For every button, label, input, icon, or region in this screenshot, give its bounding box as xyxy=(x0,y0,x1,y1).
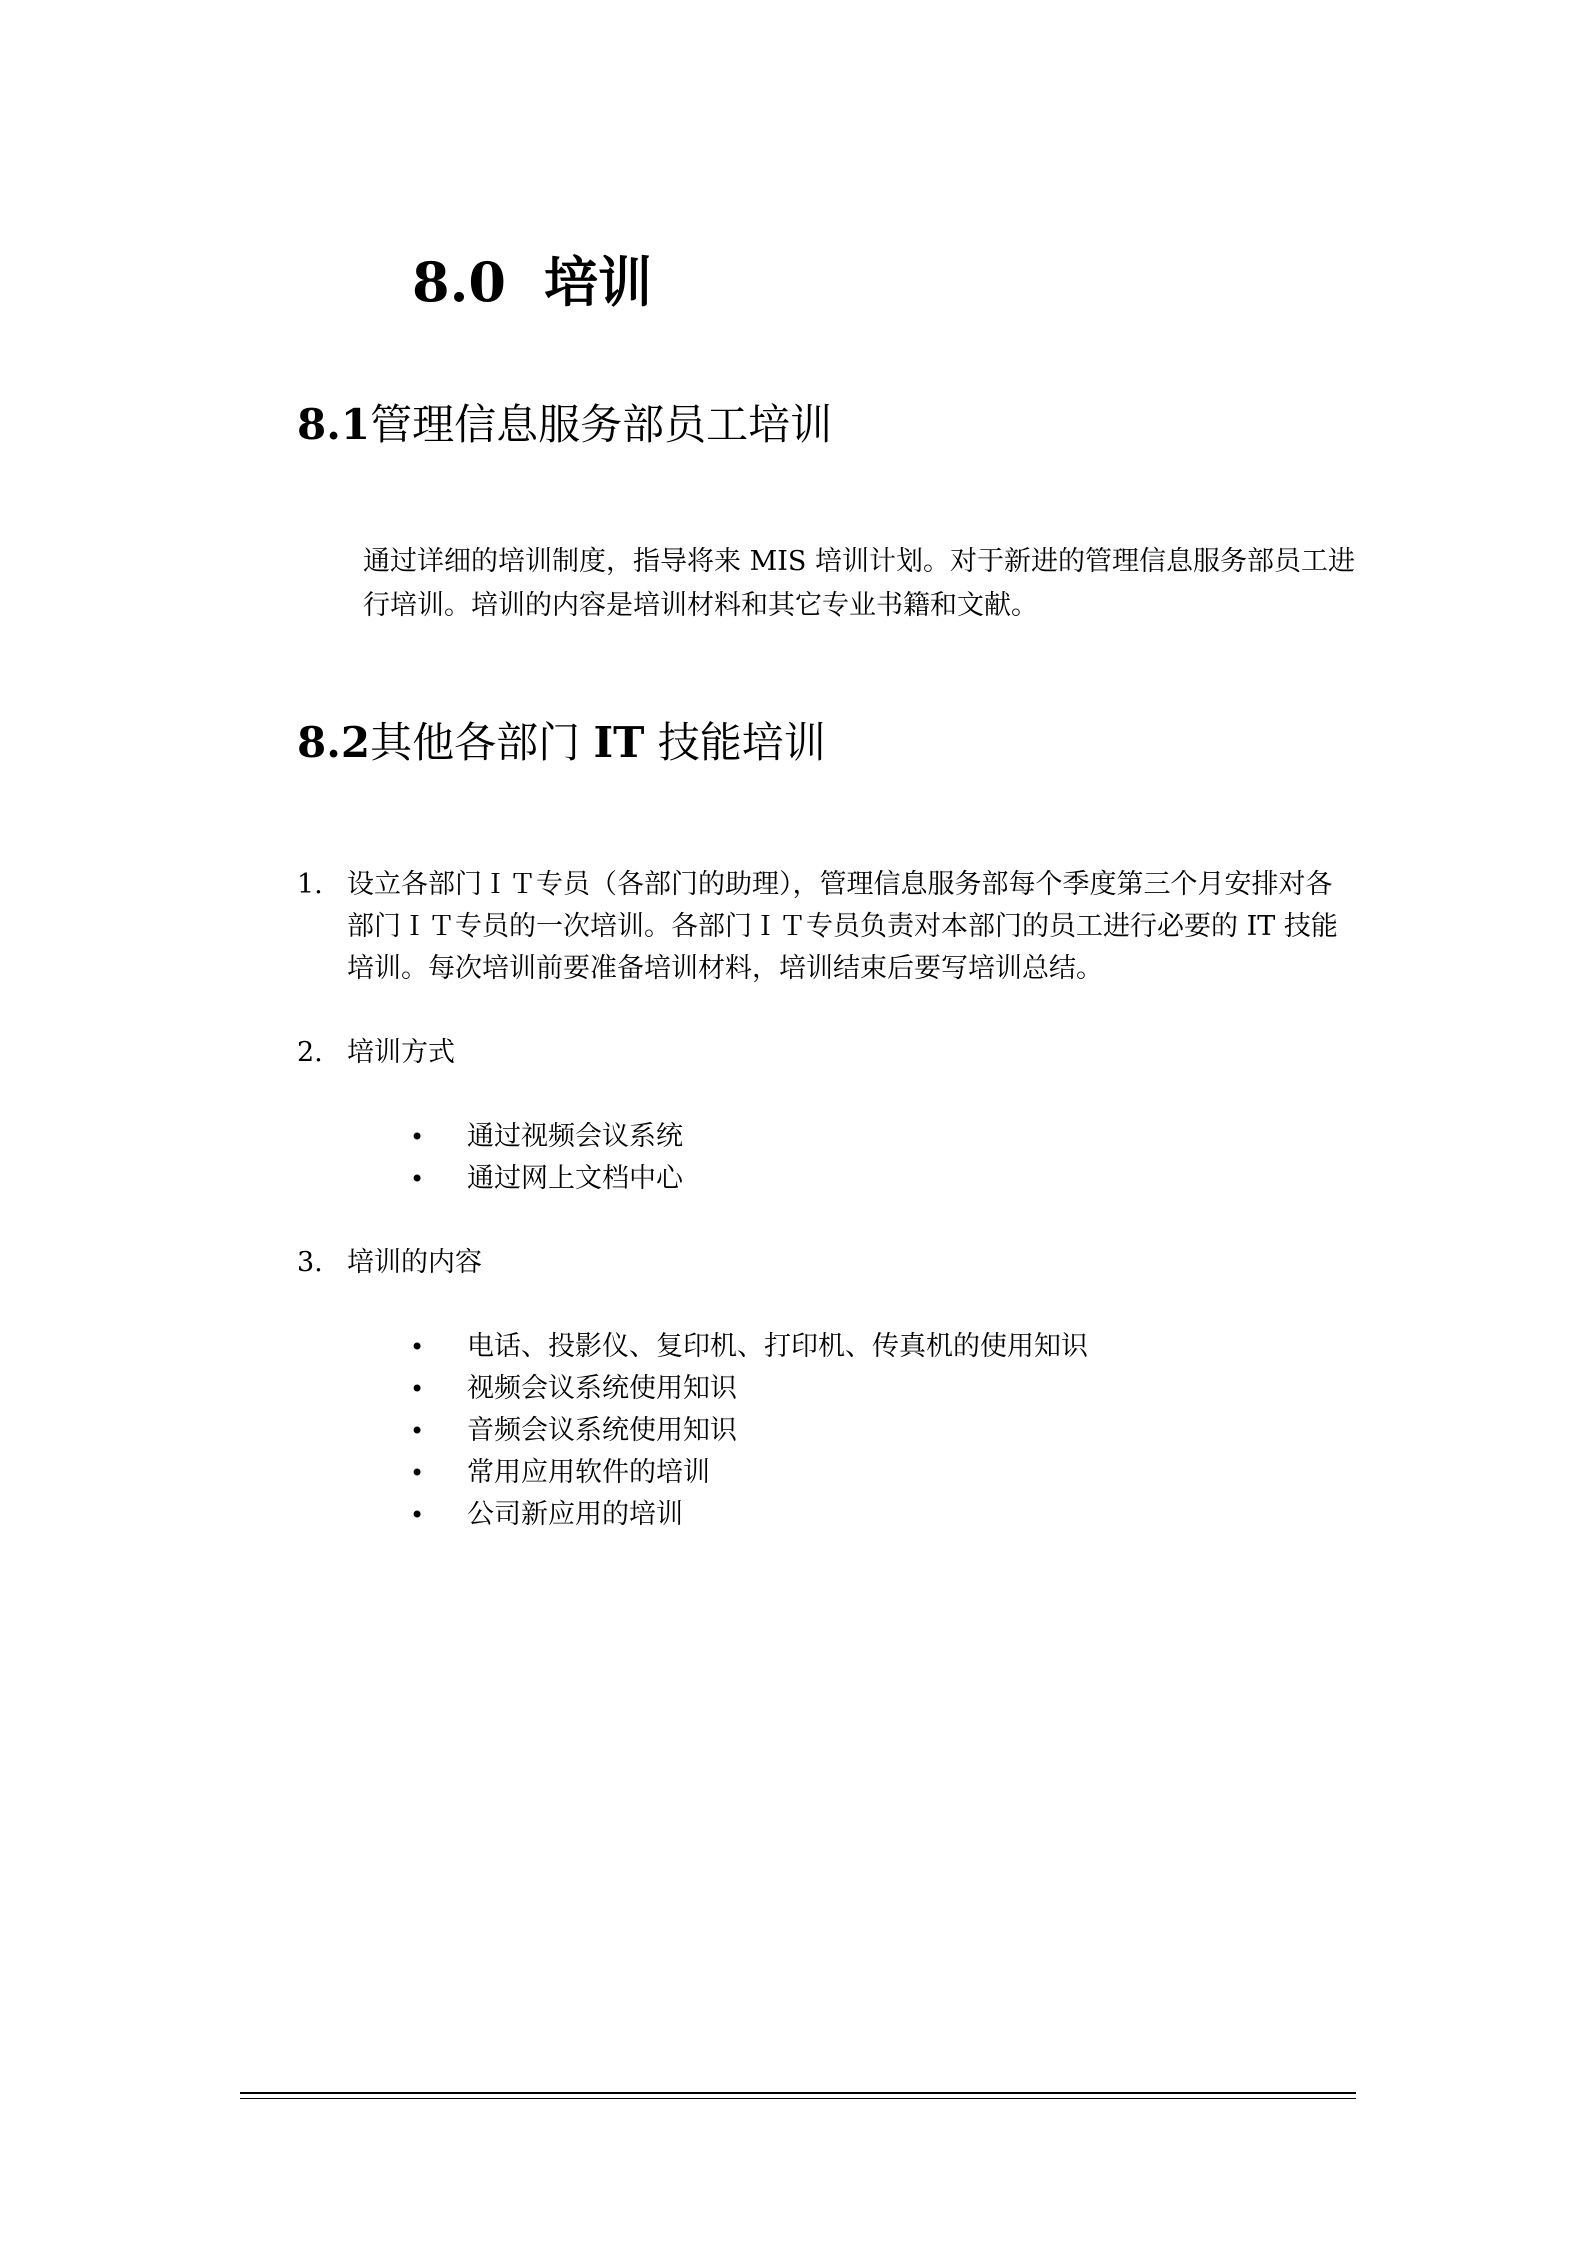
list-item-text: 通过视频会议系统 xyxy=(467,1121,683,1152)
list-item-text: 常用应用软件的培训 xyxy=(467,1457,710,1488)
page-title-number: 8.0 xyxy=(412,250,506,314)
list-item xyxy=(410,1452,1088,1494)
footer-divider xyxy=(240,2098,1356,2099)
training-method-list xyxy=(410,1116,683,1200)
section-heading-8-1 xyxy=(297,400,832,450)
bullet-icon: • xyxy=(410,1333,425,1361)
item-marker: 3. xyxy=(297,1247,323,1278)
bullet-icon: • xyxy=(410,1459,425,1487)
list-item xyxy=(410,1326,1088,1368)
item-text: 培训方式 xyxy=(347,1037,455,1068)
section-number: 8.2 xyxy=(297,718,371,767)
section-title-part: 其他各部门 xyxy=(370,718,594,767)
bullet-icon: • xyxy=(410,1123,425,1151)
section-paragraph: 通过详细的培训制度，指导将来 MIS 培训计划。对于新进的管理信息服务部员工进行培训。培训的内容是培训材料和其它专业书籍和文献。 xyxy=(363,546,1355,621)
section-title-part: 技能培训 xyxy=(644,718,826,767)
bullet-icon: • xyxy=(410,1165,425,1193)
item-marker: 1. xyxy=(297,869,323,900)
list-item-text: 电话、投影仪、复印机、打印机、传真机的使用知识 xyxy=(467,1331,1088,1362)
bullet-icon: • xyxy=(410,1501,425,1529)
section-heading-8-2 xyxy=(297,718,826,768)
list-item-text: 公司新应用的培训 xyxy=(467,1499,683,1530)
list-item xyxy=(410,1494,1088,1536)
section-number: 8.1 xyxy=(297,400,371,449)
item-text: 设立各部门ＩＴ专员（各部门的助理），管理信息服务部每个季度第三个月安排对各部门ＩＴ专员的一次培训。各部门ＩＴ专员负责对本部门的员工进行必要的 IT 技能培训。每次培训前要准备培训材料，培训结束后要写培训总结。 xyxy=(347,869,1338,984)
section-title: 管理信息服务部员工培训 xyxy=(370,400,833,449)
bullet-icon: • xyxy=(410,1375,425,1403)
list-item xyxy=(410,1368,1088,1410)
training-content-list xyxy=(410,1326,1088,1536)
list-item xyxy=(410,1116,683,1158)
list-item xyxy=(410,1410,1088,1452)
list-item-text: 音频会议系统使用知识 xyxy=(467,1415,737,1446)
item-marker: 2. xyxy=(297,1037,323,1068)
section-title-bold: IT xyxy=(593,718,645,767)
list-item-text: 视频会议系统使用知识 xyxy=(467,1373,737,1404)
item-text: 培训的内容 xyxy=(347,1247,482,1278)
bullet-icon: • xyxy=(410,1417,425,1445)
page-title xyxy=(412,250,652,315)
list-item xyxy=(410,1158,683,1200)
footer-divider xyxy=(240,2092,1356,2094)
page-title-text: 培训 xyxy=(543,250,652,314)
list-item-text: 通过网上文档中心 xyxy=(467,1163,683,1194)
